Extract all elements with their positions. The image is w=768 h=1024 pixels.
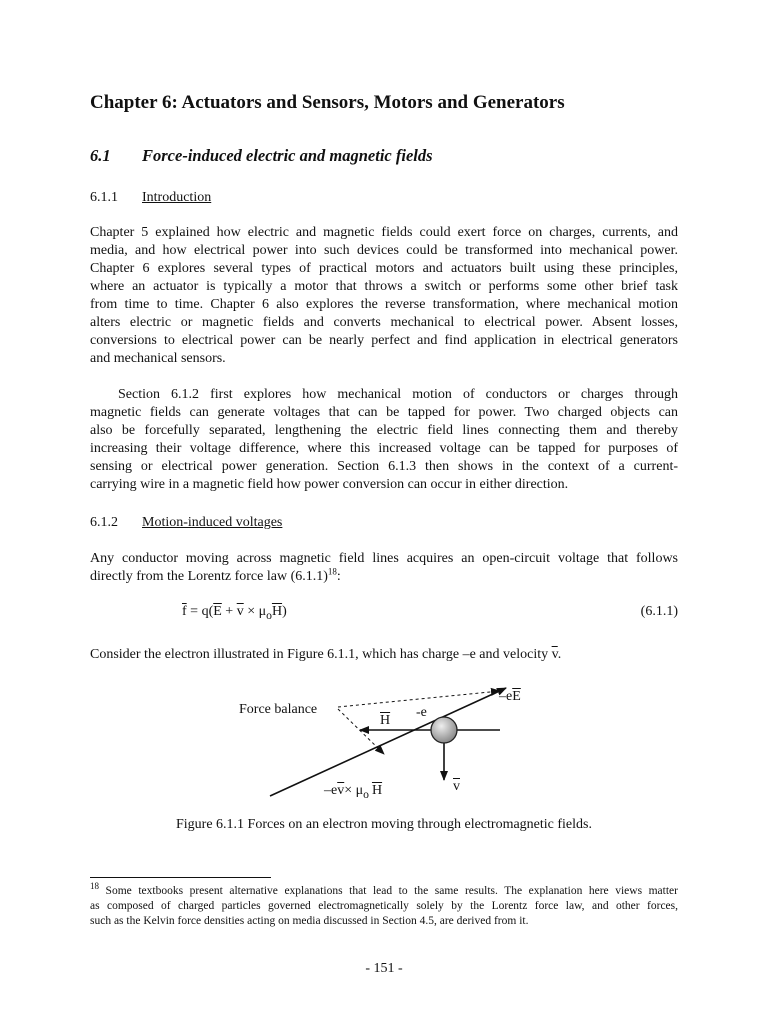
footnote-divider <box>90 877 271 878</box>
footnote <box>90 881 678 929</box>
footnote-line <box>90 881 678 899</box>
figure-6-1-1 <box>230 680 550 815</box>
page-number: - 151 - <box>365 961 403 976</box>
equation-text: = q( <box>186 604 214 619</box>
label-subscript: o <box>363 787 369 801</box>
electron-sphere <box>431 717 457 743</box>
footnote-reference: 18 <box>327 566 337 577</box>
paragraph-line <box>90 646 678 664</box>
motion-paragraph <box>90 550 678 586</box>
h-field-label <box>380 713 390 729</box>
intro-paragraph-1 <box>90 224 678 368</box>
label-text: × μ <box>344 783 364 798</box>
paragraph-line: and mechanical sensors. <box>90 351 226 366</box>
footnote-line: such as the Kelvin force densities acting on media discussed in Section 4.5, are derived from it. <box>90 915 529 927</box>
label-text: –e <box>499 689 513 704</box>
paragraph-text: : <box>336 569 341 584</box>
footnote-text: Some textbooks present alternative explanations that lead to the same results. The explanation here views matter <box>99 885 678 897</box>
electric-field-symbol: $\overline{E}$ <box>213 604 222 619</box>
paragraph-line: Chapter 5 explained how electric and magnetic fields could exert force on charges, currents, and <box>90 225 678 240</box>
subsection-heading-introduction <box>90 190 211 206</box>
force-balance-label: Force balance <box>239 702 318 717</box>
paragraph-line: Chapter 6 explores several types of practical motors and actuators built using these principles, <box>90 261 678 276</box>
force-vector-symbol: $\overline{f}$ <box>182 604 187 619</box>
paragraph-line: carrying wire in a magnetic field how power conversion can occur in either direction. <box>90 477 569 492</box>
subsection-heading-motion <box>90 515 282 531</box>
h-symbol: $\overline{H}$ <box>380 713 391 728</box>
paragraph-text: . <box>557 647 562 662</box>
h-symbol: $\overline{H}$ <box>371 783 383 798</box>
paragraph-line: also be forcefully separated, lengthening the electric field lines connecting them and thereby <box>90 423 678 438</box>
force-balance-dashed-line <box>338 709 384 754</box>
chapter-title: Chapter 6: Actuators and Sensors, Motors and Generators <box>90 92 565 113</box>
paragraph-line: increasing their voltage difference, where this increased voltage can be tapped for purposes of <box>90 441 678 456</box>
equation-text: × μ <box>243 604 267 619</box>
e-field-symbol: $\overline{E}$ <box>512 689 521 704</box>
velocity-label <box>453 779 460 795</box>
velocity-symbol: $\overline{v}$ <box>551 647 558 662</box>
paragraph-text: Consider the electron illustrated in Figure 6.1.1, which has charge –e and velocity <box>90 647 552 662</box>
paragraph-line <box>90 568 678 586</box>
equation-subscript: o <box>266 608 272 622</box>
equation-number: (6.1.1) <box>640 604 678 619</box>
velocity-symbol: $\overline{v}$ <box>236 604 244 619</box>
paragraph-line: conversions to electrical power can be nearly perfect and find application in electrical generators <box>90 333 678 348</box>
v-symbol: $\overline{v}$ <box>453 779 460 794</box>
paragraph-line: sensing or electrical power generation. Section 6.1.3 then shows in the context of a current- <box>90 459 678 474</box>
lorentz-equation <box>182 604 287 622</box>
paragraph-text: directly from the Lorentz force law (6.1.1) <box>90 569 328 584</box>
paragraph-line: alters electric or magnetic fields and converts mechanical to electrical power. Absent losses, <box>90 315 678 330</box>
paragraph-line: magnetic fields can generate voltages that can be tapped for power. Two charged objects can <box>90 405 678 420</box>
equation-text: + <box>221 604 237 619</box>
subsection-title: Motion-induced voltages <box>142 515 283 530</box>
figure-caption: Figure 6.1.1 Forces on an electron moving through electromagnetic fields. <box>175 817 592 832</box>
footnote-line: as composed of charged particles governed electromagnetically solely by the Lorentz force law, and other forces, <box>90 900 678 912</box>
subsection-title: Introduction <box>142 190 212 205</box>
section-title-text: Force-induced electric and magnetic fields <box>142 146 433 165</box>
electric-force-label <box>499 689 521 705</box>
section-heading <box>90 146 433 166</box>
intro-paragraph-2 <box>90 386 678 494</box>
consider-paragraph <box>90 646 678 664</box>
footnote-marker: 18 <box>90 881 99 892</box>
magnetic-field-symbol: $\overline{H}$ <box>271 604 283 619</box>
electron-charge-label: -e <box>416 705 427 720</box>
section-number: 6.1 <box>90 146 111 165</box>
subsection-number: 6.1.1 <box>90 190 118 205</box>
paragraph-line: Section 6.1.2 first explores how mechanical motion of conductors or charges through <box>118 387 678 402</box>
equation-text: ) <box>282 604 287 619</box>
paragraph-line: Any conductor moving across magnetic field lines acquires an open-circuit voltage that follows <box>90 551 678 566</box>
subsection-number: 6.1.2 <box>90 515 118 530</box>
label-text: –e <box>324 783 338 798</box>
v-symbol: $\overline{v}$ <box>337 783 345 798</box>
paragraph-line: from time to time. Chapter 6 also explores the reverse transformation, where mechanical motion <box>90 297 678 312</box>
paragraph-line: where an actuator is typically a motor that throws a switch or performs some other brief task <box>90 279 678 294</box>
paragraph-line: media, and how electrical power into such devices could be transformed into mechanical power. <box>90 243 678 258</box>
magnetic-force-label <box>324 783 382 801</box>
